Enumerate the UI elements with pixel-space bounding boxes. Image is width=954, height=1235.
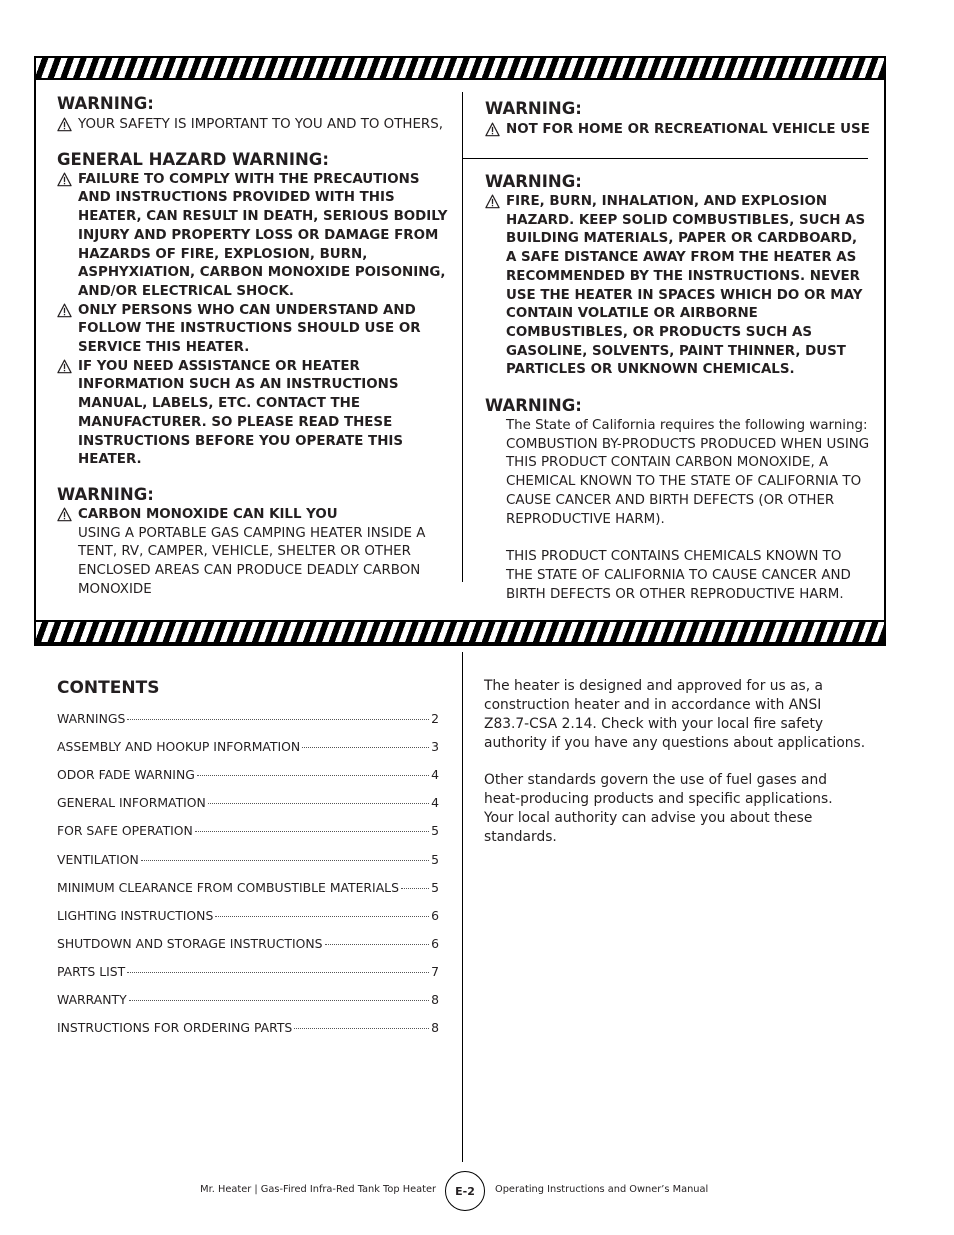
warning-heading: WARNING: — [485, 396, 582, 416]
warning-heading: WARNING: — [57, 94, 154, 113]
toc-label: WARRANTY — [57, 992, 127, 1007]
footer-product-name: Mr. Heater | Gas-Fired Infra-Red Tank Top Heater — [200, 1184, 436, 1195]
toc-row[interactable] — [57, 711, 439, 727]
warning-text: YOUR SAFETY IS IMPORTANT TO YOU AND TO OTHERS, — [78, 117, 443, 132]
toc-row[interactable] — [57, 992, 439, 1008]
toc-leader-dots — [208, 803, 429, 804]
warning-triangle-icon — [57, 172, 72, 187]
toc-label: PARTS LIST — [57, 963, 126, 979]
hazard-stripe-bottom — [34, 620, 886, 644]
warning-heading: WARNING: — [57, 484, 154, 504]
warning-column-divider — [462, 92, 463, 582]
hazard-item — [57, 171, 452, 302]
toc-page-number: 5 — [431, 823, 439, 839]
warning-item — [57, 116, 452, 135]
warning-heading: WARNING: — [485, 172, 582, 191]
warning-body: USING A PORTABLE GAS CAMPING HEATER INSIDE A TENT, RV, CAMPER, VEHICLE, SHELTER OR OTHER ENCLOSED AREAS CAN PRODUCE DEADLY CARBON MONOXIDE — [78, 525, 426, 597]
warning-triangle-icon — [57, 359, 72, 374]
toc-leader-dots — [127, 719, 429, 720]
warning-triangle-icon — [485, 122, 500, 137]
body-paragraph: The heater is designed and approved for us as, a construction heater and in accordance with ANSI Z83.7-CSA 2.14. Check with your local fire safety authority if you have any questions about applications. — [484, 678, 866, 751]
contents-title: CONTENTS — [57, 678, 160, 698]
toc-label: WARNINGS — [57, 711, 126, 726]
right-warnings — [485, 172, 870, 604]
warning-heading: WARNING: — [485, 99, 582, 118]
toc-row[interactable] — [57, 739, 439, 755]
toc-label: ODOR FADE WARNING — [57, 767, 195, 783]
warning-text: FIRE, BURN, INHALATION, AND EXPLOSION HAZARD. KEEP SOLID COMBUSTIBLES, SUCH AS BUILDING MATERIALS, PAPER OR CARDBOARD, A SAFE DISTANCE AWAY FROM THE HEATER AS RECOMMENDED BY THE INSTRUCTIONS. NEVER USE THE HEATER IN SPACES WHICH DO OR MAY CONTAIN VOLATILE OR AIRBORNE COMBUSTIBLES, OR PRODUCTS SUCH AS GASOLINE, SOLVENTS, PAINT THINNER, DUST PARTICLES OR UNKNOWN CHEMICALS. — [506, 194, 866, 378]
toc-row[interactable] — [57, 964, 439, 980]
toc-row[interactable] — [57, 795, 439, 811]
toc-label: FOR SAFE OPERATION — [57, 823, 193, 839]
toc-label: INSTRUCTIONS FOR ORDERING PARTS — [57, 1020, 293, 1036]
toc-page-number: 5 — [431, 851, 439, 867]
footer-manual-title: Operating Instructions and Owner’s Manual — [495, 1184, 709, 1195]
toc-row[interactable] — [57, 852, 439, 868]
toc-row[interactable] — [57, 823, 439, 839]
hazard-text: FAILURE TO COMPLY WITH THE PRECAUTIONS AND INSTRUCTIONS PROVIDED WITH THIS HEATER, CAN RESULT IN DEATH, SERIOUS BODILY INJURY AND PROPERTY LOSS OR DAMAGE FROM HAZARDS OF FIRE, EXPLOSION, BURN, ASPHYXIATION, CARBON MONOXIDE POISONING, AND/OR ELECTRICAL SHOCK. — [78, 171, 448, 299]
warning-item — [485, 193, 870, 380]
page-number-badge: E-2 — [445, 1171, 485, 1211]
toc-row[interactable] — [57, 1020, 439, 1036]
warning-triangle-icon — [57, 303, 72, 318]
toc-leader-dots — [325, 944, 430, 945]
california-intro: The State of California requires the following warning: — [506, 418, 868, 434]
warning-item — [57, 506, 452, 525]
hazard-item — [57, 302, 452, 358]
warning-text: NOT FOR HOME OR RECREATIONAL VEHICLE USE — [506, 122, 870, 137]
california-warning-2: THIS PRODUCT CONTAINS CHEMICALS KNOWN TO THE STATE OF CALIFORNIA TO CAUSE CANCER AND BIRTH DEFECTS OR OTHER REPRODUCTIVE HARM. — [506, 549, 851, 602]
toc-label: GENERAL INFORMATION — [57, 795, 206, 811]
toc-label: LIGHTING INSTRUCTIONS — [57, 907, 214, 923]
warning-item — [485, 121, 870, 140]
general-hazard-heading: GENERAL HAZARD WARNING: — [57, 149, 329, 169]
body-paragraph: Other standards govern the use of fuel gases and heat-producing products and specific applications. Your local authority can advise you about these standards. — [484, 772, 833, 845]
warning-text: CARBON MONOXIDE CAN KILL YOU — [78, 506, 338, 522]
toc-row[interactable] — [57, 880, 439, 896]
toc-label: VENTILATION — [57, 851, 139, 867]
toc-leader-dots — [129, 1000, 429, 1001]
warning-triangle-icon — [57, 117, 72, 132]
toc-page-number: 4 — [431, 767, 439, 783]
warning-triangle-icon — [485, 194, 500, 209]
toc-leader-dots — [127, 972, 429, 973]
toc-label: MINIMUM CLEARANCE FROM COMBUSTIBLE MATERIALS — [57, 879, 399, 895]
left-warnings — [57, 94, 452, 599]
toc-row[interactable] — [57, 936, 439, 952]
hazard-text: ONLY PERSONS WHO CAN UNDERSTAND AND FOLLOW THE INSTRUCTIONS SHOULD USE OR SERVICE THIS HEATER. — [78, 302, 421, 356]
toc-row[interactable] — [57, 908, 439, 924]
toc-page-number: 2 — [431, 711, 439, 726]
toc-page-number: 7 — [431, 963, 439, 979]
page-column-divider — [462, 652, 463, 1162]
warning-triangle-icon — [57, 507, 72, 522]
toc-page-number: 8 — [431, 1020, 439, 1036]
toc-leader-dots — [294, 1028, 429, 1029]
toc-label: SHUTDOWN AND STORAGE INSTRUCTIONS — [57, 935, 323, 951]
hazard-text: IF YOU NEED ASSISTANCE OR HEATER INFORMATION SUCH AS AN INSTRUCTIONS MANUAL, LABELS, ETC. CONTACT THE MANUFACTURER. SO PLEASE READ THESE INSTRUCTIONS BEFORE YOU OPERATE THIS HEATER. — [78, 358, 404, 468]
toc-row[interactable] — [57, 767, 439, 783]
toc-page-number: 8 — [431, 992, 439, 1007]
california-warning-1: COMBUSTION BY-PRODUCTS PRODUCED WHEN USING THIS PRODUCT CONTAIN CARBON MONOXIDE, A CHEMICAL KNOWN TO THE STATE OF CALIFORNIA TO CAUSE CANCER AND BIRTH DEFECTS (OR OTHER REPRODUCTIVE HARM). — [506, 436, 870, 527]
toc-label: ASSEMBLY AND HOOKUP INFORMATION — [57, 739, 301, 755]
toc-leader-dots — [215, 916, 429, 917]
intro-text — [484, 677, 866, 847]
toc-leader-dots — [141, 860, 429, 861]
toc-page-number: 5 — [431, 879, 439, 895]
toc-page-number: 3 — [431, 739, 439, 755]
hazard-item — [57, 358, 452, 470]
toc-page-number: 6 — [431, 907, 439, 923]
toc-leader-dots — [195, 831, 429, 832]
toc-leader-dots — [197, 775, 429, 776]
toc-leader-dots — [302, 747, 429, 748]
toc-page-number: 4 — [431, 795, 439, 811]
toc-page-number: 6 — [431, 935, 439, 951]
toc-leader-dots — [401, 888, 429, 889]
right-warnings-top — [485, 99, 870, 140]
warning-right-separator — [462, 158, 868, 159]
